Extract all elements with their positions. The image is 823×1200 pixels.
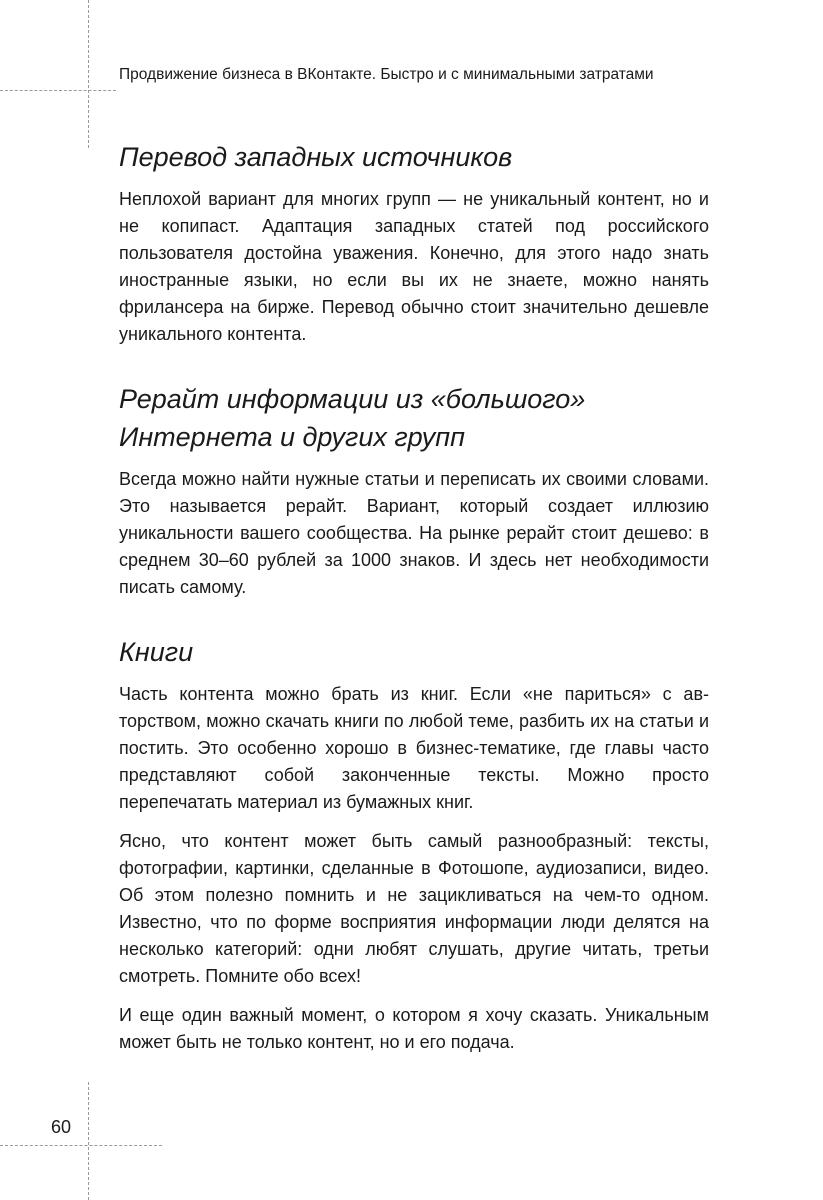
- paragraph: И еще один важный момент, о котором я хочу сказать. Уникальным может быть не только контент, но и его подача.: [119, 1005, 709, 1052]
- page-number: 60: [51, 1117, 72, 1137]
- section-heading: Книги: [119, 637, 194, 667]
- crop-mark-bottom-vertical: [88, 1082, 89, 1200]
- paragraph: Всегда можно найти нужные статьи и переписать их своими словами. Это называется рерайт. Вариант, который создает иллюзию уникальности вашего сообщества. На рынке рерайт стоит дешево: в среднем 30–60 рублей за 1000 знаков. И здесь нет необходимости писать самому.: [119, 469, 709, 597]
- section-books: [119, 633, 709, 1056]
- paragraph: Ясно, что контент может быть самый разнообразный: тексты, фотографии, картинки, сделанные в Фотошопе, аудиозаписи, видео. Об этом полезно помнить и не зацикливаться на чем-то одном. Известно, что по форме восприятия информации люди делятся на несколько категорий: одни любят слушать, другие читать, третьи смотреть. Помните обо всех!: [119, 831, 709, 986]
- page-body: [119, 138, 709, 1068]
- paragraph: Неплохой вариант для многих групп — не уникальный контент, но и не копипаст. Адаптация западных статей под российского пользователя достойна уважения. Конечно, для этого надо знать иностранные языки, но если вы их не знаете, можно нанять фрилансера на бирже. Перевод обычно стоит значительно дешевле уникального контента.: [119, 189, 709, 344]
- crop-mark-bottom-horizontal: [0, 1145, 162, 1146]
- paragraph: Часть контента можно брать из книг. Если «не париться» с авторством, можно скачать книги по любой теме, разбить их на статьи и постить. Это особенно хорошо в бизнес-тематике, где главы часто представляют собой законченные тексты. Можно просто перепечатать материал из бумажных книг.: [119, 684, 709, 812]
- crop-mark-top-vertical: [88, 0, 89, 148]
- section-western-sources: [119, 138, 709, 348]
- section-heading: Рерайт информации из «большого» Интернета и других групп: [119, 384, 586, 452]
- section-rewrite: [119, 380, 709, 601]
- running-header: Продвижение бизнеса в ВКонтакте. Быстро и с минимальными затратами: [119, 66, 654, 83]
- crop-mark-top-horizontal: [0, 90, 116, 91]
- section-heading: Перевод западных источников: [119, 142, 513, 172]
